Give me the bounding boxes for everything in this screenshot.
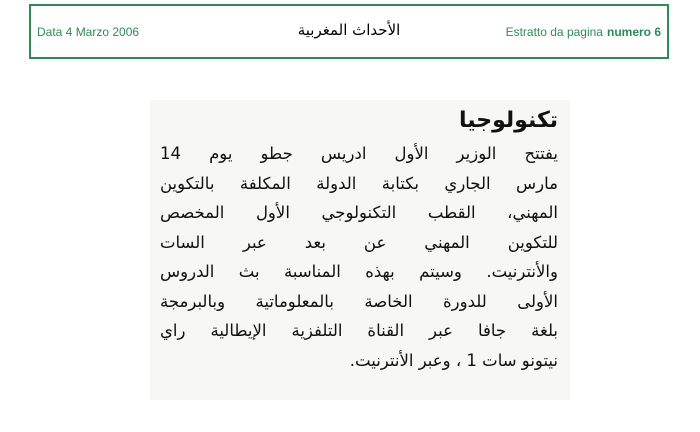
newspaper-clipping [150, 100, 570, 400]
article-line: بلغة جافا عبر القناة التلفزية الإيطالية راي [160, 321, 558, 340]
article-line: للتكوين المهني عن بعد عبر السات [160, 232, 558, 252]
excerpt-label: Estratto da pagina [505, 25, 603, 39]
page-number: numero 6 [606, 25, 661, 39]
article-line: مارس الجاري بكتابة الدولة المكلفة بالتكوين [160, 173, 558, 193]
article-line: والأنترنيت. وسيتم بهذه المناسبة بث الدروس [160, 262, 558, 281]
newspaper-name: الأحداث المغربية [297, 21, 401, 39]
press-header [29, 4, 669, 59]
page-reference [506, 25, 661, 39]
article-title: تكنولوجيا [459, 108, 558, 133]
publication-date: Data 4 Marzo 2006 [37, 25, 140, 39]
article-line: المهني، القطب التكنولوجي الأول المخصص [160, 203, 558, 222]
article-line: نيتونو سات 1 ، وعبر الأنترنيت. [349, 350, 558, 370]
article-line: يفتتح الوزير الأول ادريس جطو يوم 14 [160, 144, 558, 163]
article-line: الأولى للدورة الخاصة بالمعلوماتية وبالبرمجة [160, 291, 558, 311]
